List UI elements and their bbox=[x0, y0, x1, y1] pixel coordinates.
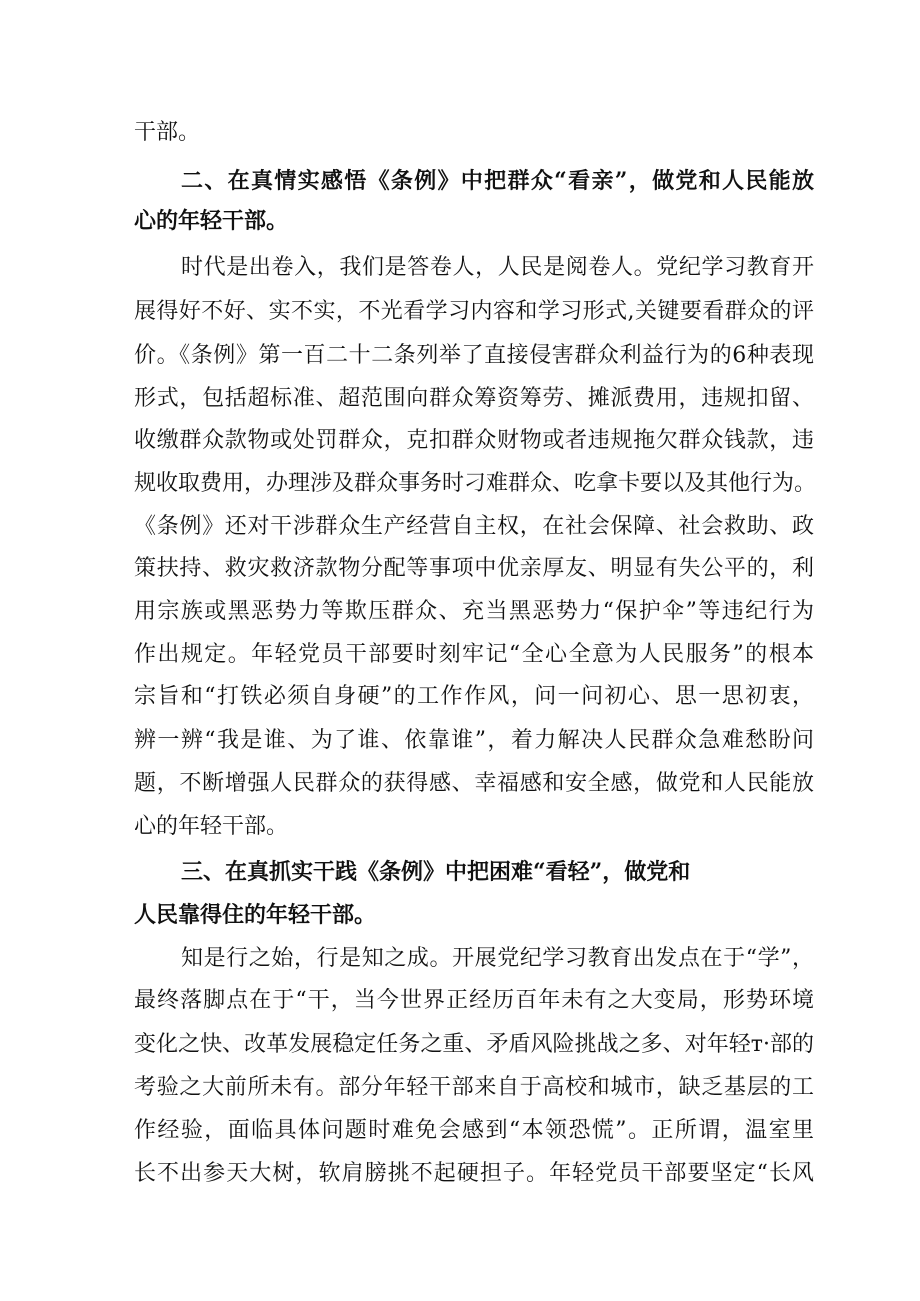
paragraph-line: 辨一辨“我是谁、为了谁、依靠谁”，着力解决人民群众急难愁盼问 bbox=[134, 728, 814, 753]
paragraph-line: 用宗族或黑恶势力等欺压群众、充当黑恶势力“保护伞”等违纪行为 bbox=[134, 599, 814, 624]
paragraph-line: 变化之快、改革发展稳定任务之重、矛盾风险挑战之多、对年轻т·部的 bbox=[134, 1032, 814, 1057]
paragraph-line: 形式，包括超标准、超范围向群众筹资筹劳、摊派费用，违规扣留、 bbox=[134, 386, 814, 411]
paragraph-line: 作经验，面临具体问题时难免会感到“本领恐慌”。正所谓，温室里 bbox=[134, 1118, 814, 1143]
paragraph-line: 时代是出卷入，我们是答卷人，人民是阅卷人。党纪学习教育开 bbox=[181, 255, 814, 280]
paragraph-line: 题，不断增强人民群众的获得感、幸福感和安全感，做党和人民能放 bbox=[134, 771, 814, 796]
text-line: 干部。 bbox=[134, 120, 201, 145]
paragraph-line: 知是行之始，行是知之成。开展党纪学习教育出发点在于“学”， bbox=[181, 946, 814, 971]
paragraph-line: 作出规定。年轻党员干部要时刻牢记“全心全意为人民服务”的根本 bbox=[134, 642, 814, 667]
paragraph-line: 展得好不好、实不实，不光看学习内容和学习形式,关键要看群众的评 bbox=[134, 299, 814, 324]
paragraph-line: 长不出参天大树，软肩膀挑不起硬担子。年轻党员干部要坚定“长风 bbox=[134, 1161, 814, 1186]
paragraph-line: 策扶持、救灾救济款物分配等事项中优亲厚友、明显有失公平的，利 bbox=[134, 556, 814, 581]
paragraph-line: 考验之大前所未有。部分年轻干部来自于高校和城市，缺乏基层的工 bbox=[134, 1075, 814, 1100]
section-heading-3-cont: 人民靠得住的年轻干部。 bbox=[134, 902, 377, 928]
paragraph-line: 规收取费用，办理涉及群众事务时刁难群众、吃拿卡要以及其他行为。 bbox=[134, 471, 817, 496]
section-heading-2: 二、在真情实感悟《条例》中把群众“看亲”，做党和人民能放 bbox=[181, 168, 814, 194]
paragraph-line: 最终落脚点在于“干，当今世界正经历百年未有之大变局，形势环境 bbox=[134, 988, 814, 1013]
paragraph-line: 心的年轻干部。 bbox=[134, 814, 289, 839]
paragraph-line: 《条例》还对干涉群众生产经营自主权，在社会保障、社会救助、政 bbox=[134, 514, 814, 539]
paragraph-line: 价。《条例》第一百二十二条列举了直接侵害群众利益行为的6种表现 bbox=[134, 343, 814, 368]
section-heading-2-cont: 心的年轻干部。 bbox=[134, 208, 289, 234]
paragraph-line: 收缴群众款物或处罚群众，克扣群众财物或者违规拖欠群众钱款，违 bbox=[134, 428, 814, 453]
section-heading-3: 三、在真抓实干践《条例》中把困难“看轻”，做党和 bbox=[181, 859, 691, 885]
paragraph-line: 宗旨和“打铁必须自身硬”的工作作风，问一问初心、思一思初衷， bbox=[134, 684, 814, 709]
